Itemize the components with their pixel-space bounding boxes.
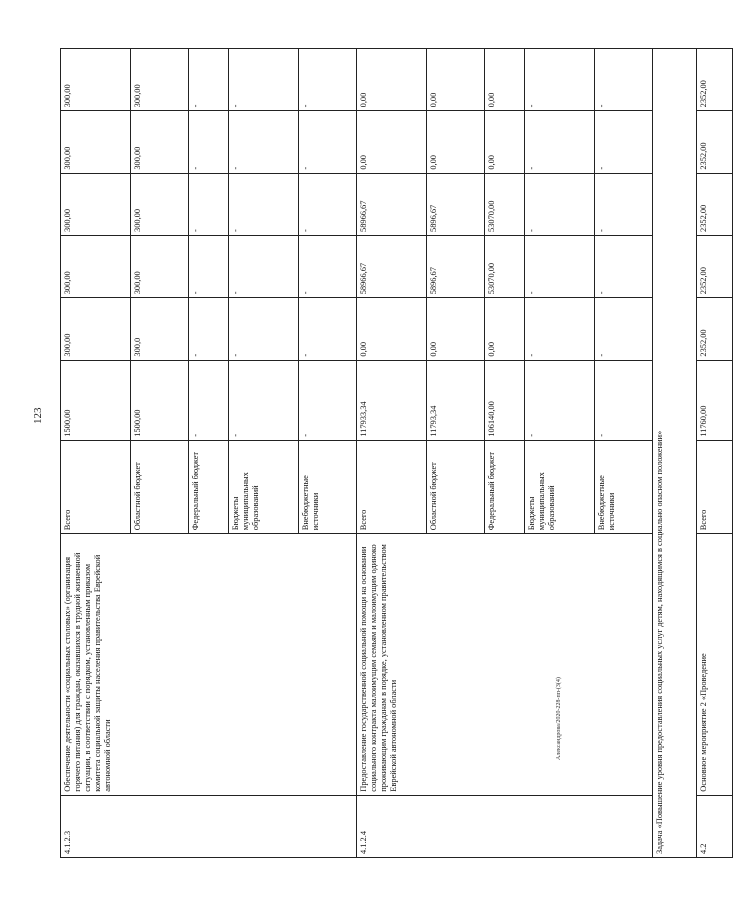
- value-cell: 58966,67: [357, 235, 427, 297]
- value-cell: -: [189, 173, 229, 235]
- value-cell: 0,00: [485, 49, 525, 111]
- document-stamp: Александрова/2020-228-пп-(3(4): [556, 677, 562, 760]
- value-cell: 300,00: [131, 49, 189, 111]
- page-number: 123: [32, 407, 44, 424]
- value-cell: 0,00: [485, 111, 525, 173]
- value-cell: -: [595, 235, 653, 297]
- funding-source: Областной бюджет: [427, 440, 485, 533]
- value-cell: -: [525, 235, 595, 297]
- funding-source: Внебюджетные источники: [595, 440, 653, 533]
- table-row: [357, 49, 427, 858]
- value-cell: 300,00: [131, 111, 189, 173]
- item-description: Предоставление государственной социальной помощи на основании социального контракта малоимущим семьям и малоимущим одиноко проживающим гражданам в порядке, установленном правительством Еврейской автономной области: [357, 534, 653, 796]
- value-cell: 11760,00: [697, 360, 733, 440]
- item-description: Основное мероприятие 2 «Проведение: [697, 534, 733, 796]
- value-cell: -: [229, 49, 299, 111]
- value-cell: 53070,00: [485, 235, 525, 297]
- value-cell: 117933,34: [357, 360, 427, 440]
- value-cell: -: [299, 235, 357, 297]
- value-cell: 0,00: [357, 111, 427, 173]
- value-cell: -: [229, 111, 299, 173]
- item-description: Обеспечение деятельности «социальных столовых» (организация горячего питания) для граждан, оказавшихся в трудной жизненной ситуации, в соответствии с порядком, установленным приказом комитета социальной защиты населения правительства Еврейской автономной области: [61, 534, 357, 796]
- funding-source: Бюджеты муниципальных образований: [525, 440, 595, 533]
- funding-source: Федеральный бюджет: [485, 440, 525, 533]
- value-cell: -: [189, 235, 229, 297]
- value-cell: -: [595, 173, 653, 235]
- value-cell: 2352,00: [697, 173, 733, 235]
- value-cell: -: [299, 360, 357, 440]
- funding-source: Федеральный бюджет: [189, 440, 229, 533]
- item-code: 4.1.2.4: [357, 795, 653, 857]
- value-cell: 300,00: [61, 173, 131, 235]
- value-cell: 2352,00: [697, 49, 733, 111]
- value-cell: -: [189, 111, 229, 173]
- funding-source: Всего: [697, 440, 733, 533]
- rotated-table-container: [60, 48, 708, 858]
- value-cell: 300,0: [131, 298, 189, 360]
- value-cell: -: [299, 111, 357, 173]
- value-cell: 0,00: [427, 111, 485, 173]
- value-cell: 5896,67: [427, 235, 485, 297]
- value-cell: -: [525, 298, 595, 360]
- table-row: [653, 49, 697, 858]
- funding-source: Областной бюджет: [131, 440, 189, 533]
- value-cell: 58966,67: [357, 173, 427, 235]
- funding-source: Внебюджетные источники: [299, 440, 357, 533]
- value-cell: 1500,00: [131, 360, 189, 440]
- funding-source: Всего: [357, 440, 427, 533]
- value-cell: 2352,00: [697, 298, 733, 360]
- value-cell: 0,00: [357, 298, 427, 360]
- value-cell: 2352,00: [697, 235, 733, 297]
- value-cell: -: [595, 360, 653, 440]
- item-code: 4.1.2.3: [61, 795, 357, 857]
- value-cell: 0,00: [427, 298, 485, 360]
- value-cell: -: [229, 298, 299, 360]
- funding-source: Всего: [61, 440, 131, 533]
- value-cell: -: [525, 49, 595, 111]
- budget-table: [60, 48, 733, 858]
- value-cell: -: [229, 173, 299, 235]
- value-cell: -: [595, 49, 653, 111]
- value-cell: -: [229, 235, 299, 297]
- value-cell: 2352,00: [697, 111, 733, 173]
- value-cell: 300,00: [61, 298, 131, 360]
- value-cell: -: [299, 173, 357, 235]
- value-cell: -: [189, 298, 229, 360]
- value-cell: -: [299, 298, 357, 360]
- table-row: [61, 49, 131, 858]
- value-cell: 5896,67: [427, 173, 485, 235]
- value-cell: -: [189, 360, 229, 440]
- value-cell: -: [525, 173, 595, 235]
- task-heading: Задача «Повышение уровня предоставления социальных услуг детям, находящимся в социально опасном положении»: [653, 49, 697, 858]
- value-cell: 300,00: [131, 173, 189, 235]
- value-cell: -: [189, 49, 229, 111]
- item-code: 4.2: [697, 795, 733, 857]
- value-cell: 11793,34: [427, 360, 485, 440]
- value-cell: 300,00: [131, 235, 189, 297]
- value-cell: -: [525, 111, 595, 173]
- value-cell: 0,00: [485, 298, 525, 360]
- value-cell: 300,00: [61, 235, 131, 297]
- table-row: [697, 49, 733, 858]
- value-cell: 300,00: [61, 49, 131, 111]
- value-cell: 106140,00: [485, 360, 525, 440]
- value-cell: -: [299, 49, 357, 111]
- value-cell: 0,00: [357, 49, 427, 111]
- value-cell: -: [229, 360, 299, 440]
- value-cell: 1500,00: [61, 360, 131, 440]
- funding-source: Бюджеты муниципальных образований: [229, 440, 299, 533]
- value-cell: -: [595, 298, 653, 360]
- value-cell: -: [595, 111, 653, 173]
- value-cell: -: [525, 360, 595, 440]
- value-cell: 0,00: [427, 49, 485, 111]
- value-cell: 53070,00: [485, 173, 525, 235]
- value-cell: 300,00: [61, 111, 131, 173]
